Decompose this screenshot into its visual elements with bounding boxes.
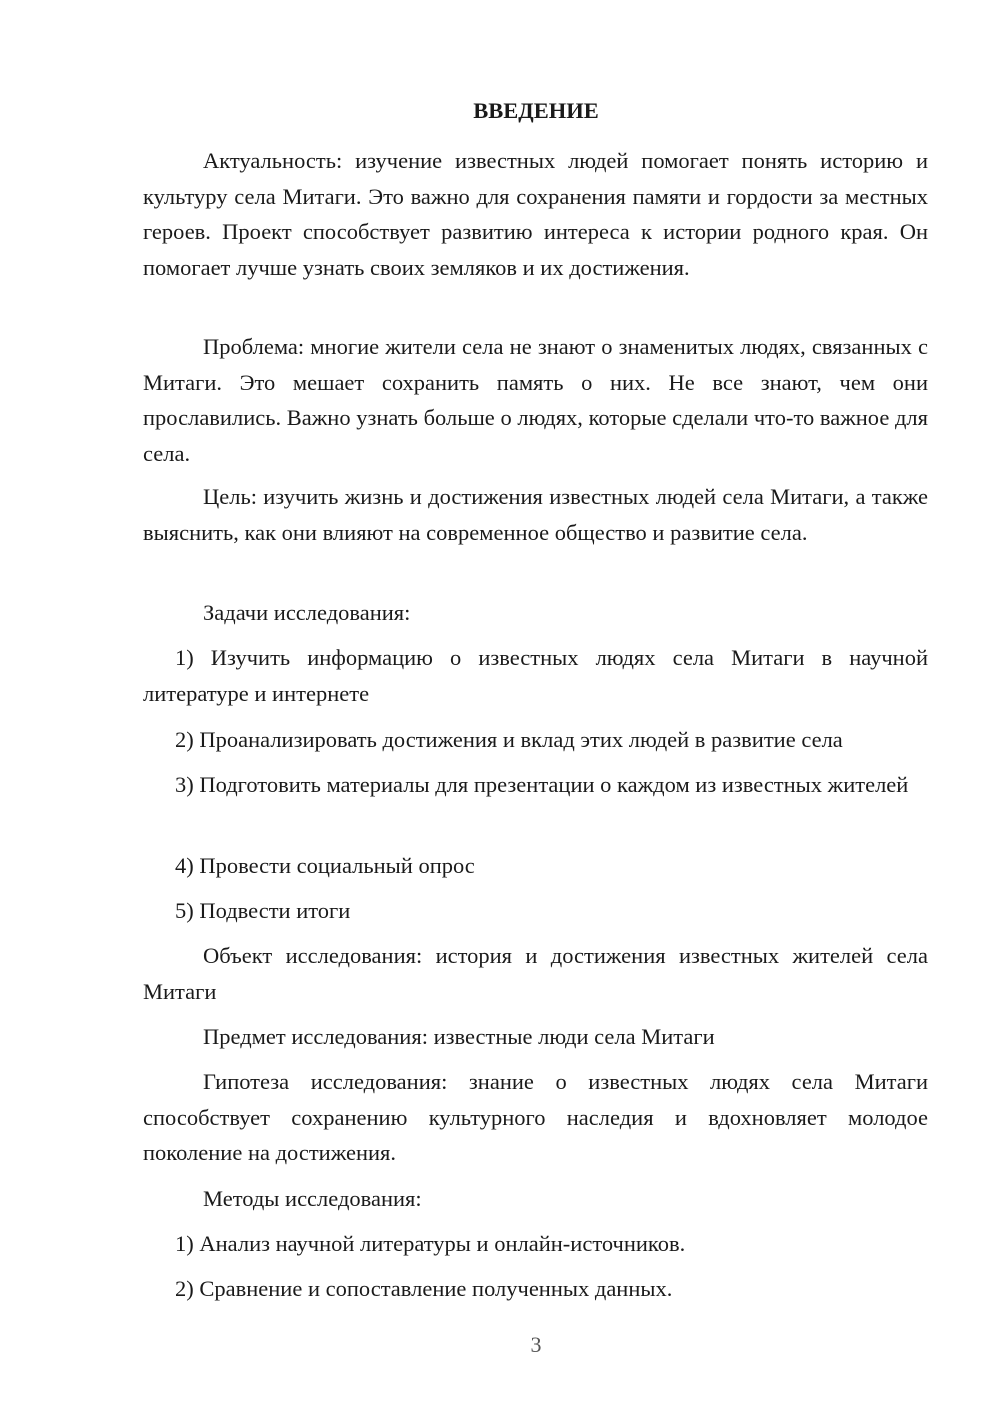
task-item-5: 5) Подвести итоги (175, 898, 351, 923)
goal-paragraph: Цель: изучить жизнь и достижения известных людей села Митаги, а также выяснить, как они влияют на современное общество и развитие села. (143, 484, 928, 545)
method-item-1: 1) Анализ научной литературы и онлайн-источников. (175, 1231, 686, 1256)
subject-paragraph: Предмет исследования: известные люди села Митаги (203, 1024, 715, 1049)
method-item-2: 2) Сравнение и сопоставление полученных данных. (175, 1276, 673, 1301)
page-title: ВВЕДЕНИЕ (473, 98, 599, 123)
object-paragraph: Объект исследования: история и достижения известных жителей села Митаги (143, 943, 928, 1004)
relevance-paragraph: Актуальность: изучение известных людей помогает понять историю и культуру села Митаги. Это важно для сохранения памяти и гордости за местных героев. Проект способствует развитию интереса к истории родного края. Он помогает лучше узнать своих земляков и их достижения. (143, 148, 928, 280)
task-item-4: 4) Провести социальный опрос (175, 853, 475, 878)
hypothesis-paragraph: Гипотеза исследования: знание о известных людях села Митаги способствует сохранению культурного наследия и вдохновляет молодое поколение на достижения. (143, 1069, 928, 1165)
tasks-heading: Задачи исследования: (203, 600, 411, 625)
methods-heading: Методы исследования: (203, 1186, 422, 1211)
problem-paragraph: Проблема: многие жители села не знают о знаменитых людях, связанных с Митаги. Это мешает сохранить память о них. Не все знают, чем они прославились. Важно узнать больше о людях, которые сделали что-то важное для села. (143, 334, 928, 466)
task-item-2: 2) Проанализировать достижения и вклад этих людей в развитие села (175, 727, 843, 752)
task-item-1: 1) Изучить информацию о известных людях села Митаги в научной литературе и интернете (143, 645, 928, 706)
task-item-3: 3) Подготовить материалы для презентации о каждом из известных жителей (175, 772, 909, 797)
page-number: 3 (530, 1332, 542, 1357)
